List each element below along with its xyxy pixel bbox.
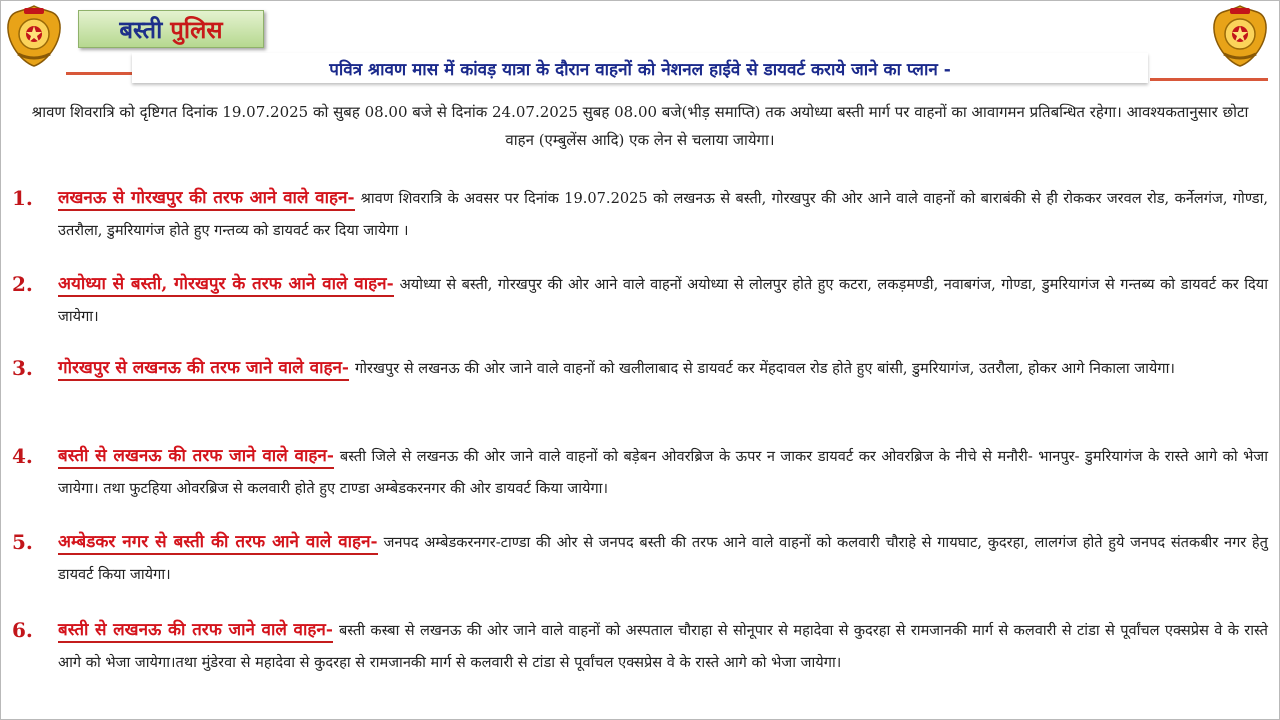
brand-word-basti: बस्ती: [119, 14, 163, 44]
item-text: श्रावण शिवरात्रि के अवसर पर दिनांक 19.07.2025 को लखनऊ से बस्ती, गोरखपुर की ओर आने वाले वाहनों को बाराबंकी से ही रोककर जरवल रोड, कर्नेलगंज, गोण्डा, उतरौला, डुमरियागंज होते हुए गन्तव्य को डायवर्ट कर दिया जायेगा ।: [58, 190, 1268, 239]
intro-paragraph: श्रावण शिवरात्रि को दृष्टिगत दिनांक 19.07.2025 को सुबह 08.00 बजे से दिनांक 24.07.2025 सुबह 08.00 बजे(भीड़ समाप्ति) तक अयोध्या बस्ती मार्ग पर वाहनों का आवागमन प्रतिबन्धित रहेगा। आवश्यकतानुसार छोटा वाहन (एम्बुलेंस आदि) एक लेन से चलाया जायेगा।: [31, 103, 1249, 149]
list-item: [12, 352, 1268, 385]
list-item: [12, 268, 1268, 333]
item-heading: गोरखपुर से लखनऊ की तरफ जाने वाले वाहन-: [58, 358, 349, 381]
list-item: [12, 182, 1268, 247]
list-item: [12, 526, 1268, 591]
item-text: अयोध्या से बस्ती, गोरखपुर की ओर आने वाले वाहनों अयोध्या से लोलपुर होते हुए कटरा, लकड़मण्डी, नवाबगंज, गोण्डा, डुमरियागंज से गन्तब्य को डायवर्ट कर दिया जायेगा।: [58, 276, 1269, 325]
item-text: जनपद अम्बेडकरनगर-टाण्डा की ओर से जनपद बस्ती की तरफ आने वाले वाहनों को कलवारी चौराहे से गायघाट, कुदरहा, लालगंज होते हुये जनपद संतकबीर नगर हेतु डायवर्ट किया जायेगा।: [58, 534, 1268, 583]
title-rule-right: [1150, 78, 1268, 81]
item-number: 5.: [12, 530, 33, 554]
police-emblem-icon: [1210, 4, 1270, 68]
item-number: 3.: [12, 356, 33, 380]
item-number: 2.: [12, 272, 33, 296]
brand-word-police: पुलिस: [170, 14, 223, 44]
page-title-box: [132, 53, 1148, 83]
item-text: बस्ती जिले से लखनऊ की ओर जाने वाले वाहनों को बड़ेबन ओवरब्रिज के ऊपर न जाकर डायवर्ट कर ओवरब्रिज के नीचे से मनौरी- भानपुर- डुमरियागंज के रास्ते आगे को भेजा जायेगा। तथा फुटहिया ओवरब्रिज से कलवारी होते हुए टाण्डा अम्बेडकरनगर की ओर डायवर्ट किया जायेगा।: [58, 448, 1268, 497]
list-item: [12, 614, 1268, 679]
police-emblem-icon: [4, 4, 64, 68]
item-number: 1.: [12, 186, 33, 210]
item-number: 6.: [12, 618, 33, 642]
item-text: गोरखपुर से लखनऊ की ओर जाने वाले वाहनों को खलीलाबाद से डायवर्ट कर मेंहदावल रोड होते हुए बांसी, डुमरियागंज, उतरौला, होकर आगे निकाला जायेगा।: [355, 360, 1175, 377]
item-text: बस्ती कस्बा से लखनऊ की ओर जाने वाले वाहनों को अस्पताल चौराहा से सोनूपार से महादेवा से कुदरहा से रामजानकी मार्ग से कलवारी से टांडा से पूर्वांचल एक्सप्रेस वे के रास्ते आगे को भेजा जायेगा।तथा मुंडेरवा से महादेवा से कुदरहा से रामजानकी मार्ग से कलवारी से टांडा से पूर्वांचल एक्सप्रेस वे के रास्ते आगे को भेजा जायेगा।: [58, 622, 1269, 671]
item-number: 4.: [12, 444, 33, 468]
title-rule-left: [66, 72, 136, 75]
brand-logo: [78, 10, 264, 48]
page-title: पवित्र श्रावण मास में कांवड़ यात्रा के दौरान वाहनों को नेशनल हाईवे से डायवर्ट कराये जाने का प्लान -: [329, 59, 951, 80]
item-heading: अम्बेडकर नगर से बस्ती की तरफ आने वाले वाहन-: [58, 532, 378, 555]
list-item: [12, 440, 1268, 505]
item-heading: अयोध्या से बस्ती, गोरखपुर के तरफ आने वाले वाहन-: [58, 274, 394, 297]
item-heading: लखनऊ से गोरखपुर की तरफ आने वाले वाहन-: [58, 188, 355, 211]
item-heading: बस्ती से लखनऊ की तरफ जाने वाले वाहन-: [58, 446, 334, 469]
item-heading: बस्ती से लखनऊ की तरफ जाने वाले वाहन-: [58, 620, 333, 643]
